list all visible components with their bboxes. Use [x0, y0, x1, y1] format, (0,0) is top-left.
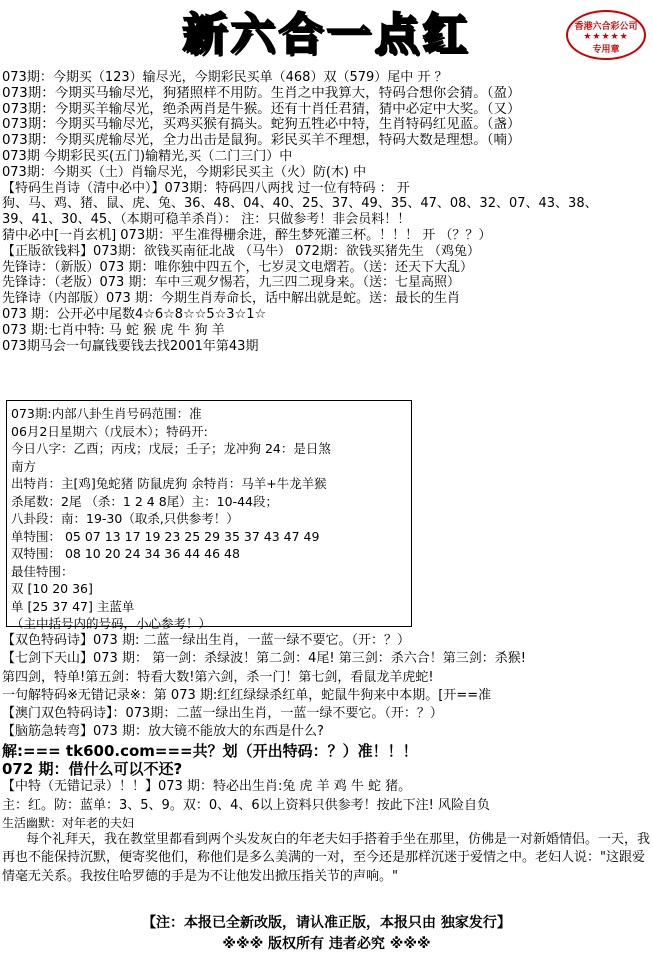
box-line: （主中括号内的号码，小心参考！）	[11, 616, 212, 631]
box-line: 单特围： 05 07 13 17 19 23 25 29 35 37 43 47 49	[11, 528, 320, 544]
text-line: 073 期：公开必中尾数4☆6☆8☆☆5☆3☆1☆	[2, 306, 267, 322]
humor-paragraph: 每个礼拜天，我在教堂里都看到两个头发灰白的年老夫妇手搭着手坐在那里，仿佛是一对新婚情侣。一天，我再也不能保持沉默，便寄奖他们，称他们是多么美满的一对，至今还是那样沉迷于爱情之中。老妇人说："这跟爱情毫无关系。我按住哈罗德的手是为不让他发出掀压指关节的声响。"	[2, 831, 650, 884]
top-content	[2, 70, 650, 354]
bagua-box	[6, 400, 412, 631]
text-line: 073期：今期买（123）输尽光，今期彩民买单（468）双（579）尾中 开 ？	[2, 70, 448, 85]
page-title: 新六合一点红	[182, 9, 471, 60]
box-line: 南方	[11, 458, 37, 474]
text-line: 先锋诗（内部版）073 期：今期生肖寿命长，话中解出就是蛇。送：最长的生肖	[2, 291, 460, 307]
box-line: 双特围： 08 10 20 24 34 36 44 46 48	[11, 546, 240, 561]
box-line: 073期:内部八卦生肖号码范围：准	[11, 406, 202, 421]
text-line: 073期：今期买（土）肖输尽光，今期彩民买主（火）防(木) 中	[2, 164, 367, 180]
stamp-text-2: 专用章	[592, 45, 620, 55]
text-line: 先锋诗：（老版）073 期：车中三观夕惕若，九三四二现身来。（送：七星高照）	[2, 275, 460, 291]
box-line: 最佳特围：	[11, 563, 74, 579]
box-line: 八卦段：南：19-30（取杀,只供参考！）	[11, 511, 239, 526]
text-line: 【脑筋急转弯】073 期：放大镜不能放大的东西是什么?	[2, 724, 324, 740]
footer-copyright: ※※※ 版权所有 违者必究 ※※※	[222, 936, 431, 952]
text-line: 【七剑下天山】073 期： 第一剑：杀绿波！第二剑：4尾! 第三剑：杀六合！第三剑：杀猴!	[2, 651, 526, 667]
box-line: 今日八字：乙酉；丙戌；戊辰；壬子；龙冲狗 24：是日煞	[11, 441, 331, 456]
text-line: 073期：今期买马输尽光，买鸡买猴有搞头。蛇狗五牲必中特，生肖特码红见蓝。（盏）	[2, 117, 521, 133]
text-line: 【双色特码诗】073 期: 二蓝一绿出生肖，一蓝一绿不要它。（开：？）	[2, 633, 410, 648]
text-line: 一句解特码※无错记录※：第 073 期:红红绿绿杀红单，蛇鼠牛狗来中本期。[开==准	[2, 687, 492, 703]
text-line: 第四剑，特单!第五剑：特看大数!第六剑，杀一门！第七剑，看鼠龙羊虎蛇!	[2, 669, 434, 685]
stamp-stars: ★★★★★	[583, 32, 629, 42]
text-line: 主：红。防：蓝单：3、5、9。双：0、4、6以上资料只供参考！按此下注! 风险自负	[2, 797, 490, 813]
box-line: 06月2日星期六（戊辰木）；特码开:	[11, 423, 208, 439]
box-line: 双 [10 20 36]	[11, 581, 93, 596]
text-line: 【特码生肖诗（清中必中）】073期：特码四八两找 过一位有特码 ： 开	[2, 180, 410, 196]
stamp-text-1: 香港六合彩公司	[574, 22, 638, 32]
text-line: 先锋诗：（新版）073 期：唯你独中四五个，七岁灵文电熠若。（送：还天下大乱）	[2, 259, 473, 275]
official-stamp	[566, 10, 646, 60]
text-line: 073期：今期买虎输尽光，全力出击是鼠狗。彩民买羊不理想，特码大数是理想。（喃）	[2, 133, 521, 149]
text-line: 狗、马、鸡、猪、鼠、虎、兔、36、48、04、40、25、37、49、35、47、08、32、07、43、38、	[2, 196, 598, 212]
bottom-content	[2, 632, 650, 886]
text-line: 073期：今期买羊输尽光，绝杀两肖是牛猴。还有十肖任君猜，猜中必定中大奖。（又）	[2, 101, 521, 117]
text-line: 【正版欲钱料】073期：欲钱买南征北战 （马牛） 072期：欲钱买猪先生 （鸡兔）	[2, 243, 481, 259]
text-line: 【澳门双色特码诗】：073期：二蓝一绿出生肖，一蓝一绿不要它。（开：？）	[2, 706, 443, 722]
text-line: 073期 今期彩民买(五门)输精光,买（二门三门）中	[2, 148, 293, 164]
text-line: 39、41、30、45、（本期可稳羊杀肖）： 注：只做参考！非会员料！！	[2, 212, 411, 228]
box-line: 杀尾数：2尾 （杀：1 2 4 8尾）主：10-44段；	[11, 493, 278, 509]
riddle-line: 072 期：借什么可以不还?	[2, 760, 183, 779]
text-line: 073 期:七肖中特: 马 蛇 猴 虎 牛 狗 羊	[2, 322, 225, 338]
text-line: 073期马会一句赢钱要钱去找2001年第43期	[2, 338, 259, 354]
box-line: 出特肖：主[鸡]兔蛇猪 防鼠虎狗 余特肖：马羊+牛龙羊猴	[11, 476, 327, 491]
text-line: 猜中必中[一肖玄机] 073期：平生准得栅余进，醉生梦死灌三杯。！！！ 开 （？？）	[2, 227, 492, 243]
footer-notice: 【注：本报已全新改版，请认准正版，本报只由 独家发行】	[142, 915, 511, 931]
humor-title: 生活幽默：对年老的夫妇	[2, 815, 135, 830]
box-line: 单 [25 37 47] 主蓝单	[11, 598, 135, 614]
text-line: 073期：今期买马输尽光，狗猪照样不用防。生肖之中我算大，特码合想你会猜。（盈）	[2, 85, 521, 101]
answer-line: 解:=== tk600.com===共？划（开出特码：？）准！！！	[2, 741, 418, 760]
text-line: 【中特（无错记录）！！】073 期：特必出生肖:兔 虎 羊 鸡 牛 蛇 猪。	[2, 779, 412, 795]
